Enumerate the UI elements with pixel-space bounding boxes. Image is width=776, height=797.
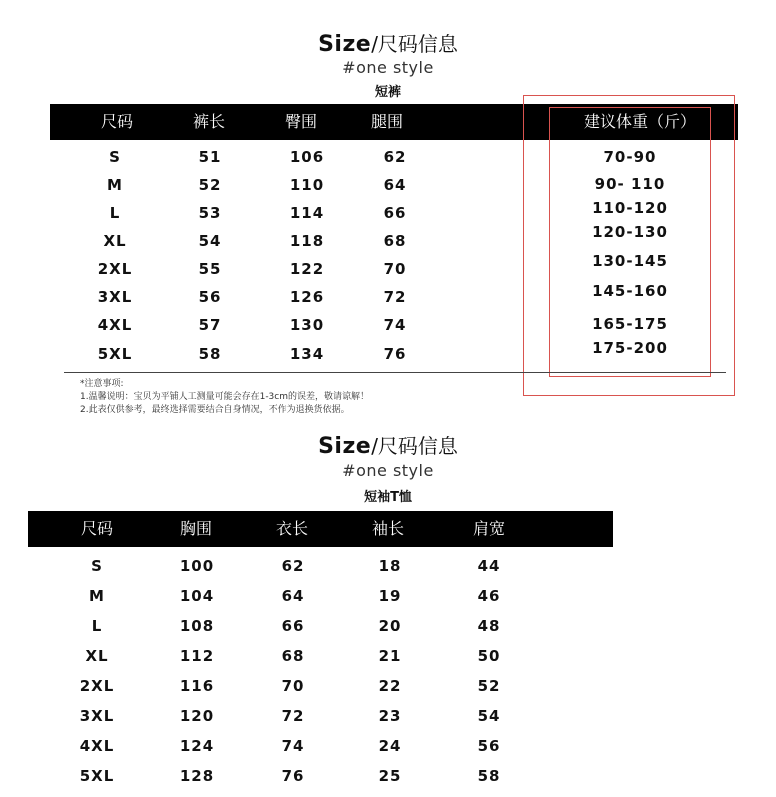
bottom-cell-chest: 104 [179,587,215,605]
top-header-length: 裤长 [192,112,225,131]
top-cell-length: 57 [198,316,222,334]
bottom-cell-sleeve: 21 [378,647,402,665]
top-divider [64,372,726,373]
top-cell-weight: 120-130 [592,223,668,241]
bottom-cell-shoulder: 58 [477,767,501,785]
top-label: 短裤 [374,85,401,100]
bottom-cell-shoulder: 44 [477,557,501,575]
top-cell-size: 4XL [97,316,133,334]
notes [80,378,369,417]
bottom-title-cn: /尺码信息 [371,434,458,458]
top-header-hip: 臀围 [284,112,317,131]
top-cell-leg: 74 [383,316,407,334]
top-cell-weight: 165-175 [592,315,668,333]
bottom-cell-shoulder: 48 [477,617,501,635]
bottom-cell-shoulder: 46 [477,587,501,605]
top-cell-hip: 126 [289,288,325,306]
top-cell-length: 56 [198,288,222,306]
bottom-cell-chest: 112 [179,647,215,665]
top-subtitle: #one style [342,58,434,77]
bottom-header-length: 衣长 [275,519,308,538]
top-cell-leg: 66 [383,204,407,222]
bottom-cell-size: M [89,587,105,605]
bottom-cell-length: 66 [281,617,305,635]
top-header-size: 尺码 [100,112,133,131]
top-cell-hip: 130 [289,316,325,334]
top-cell-leg: 76 [383,345,407,363]
bottom-cell-length: 72 [281,707,305,725]
top-header-leg: 腿围 [370,112,403,131]
bottom-cell-chest: 120 [179,707,215,725]
note-line-2: 2.此表仅供参考，最终选择需要结合自身情况，不作为退换货依据。 [80,405,350,415]
top-cell-weight: 130-145 [592,252,668,270]
top-title [0,28,776,57]
bottom-header-shoulder: 肩宽 [472,519,505,538]
bottom-cell-sleeve: 25 [378,767,402,785]
bottom-cell-sleeve: 22 [378,677,402,695]
top-cell-size: M [107,176,123,194]
top-cell-length: 53 [198,204,222,222]
top-cell-hip: 106 [289,148,325,166]
bottom-cell-shoulder: 54 [477,707,501,725]
bottom-cell-sleeve: 19 [378,587,402,605]
bottom-cell-size: 3XL [79,707,115,725]
top-cell-size: L [109,204,121,222]
top-cell-weight: 145-160 [592,282,668,300]
bottom-cell-chest: 100 [179,557,215,575]
bottom-cell-chest: 108 [179,617,215,635]
top-title-cn: /尺码信息 [371,32,458,56]
bottom-title [0,430,776,459]
bottom-cell-size: 4XL [79,737,115,755]
bottom-cell-length: 62 [281,557,305,575]
top-header-weight: 建议体重（斤） [583,112,696,131]
bottom-subtitle: #one style [342,461,434,480]
top-cell-length: 58 [198,345,222,363]
top-cell-hip: 134 [289,345,325,363]
bottom-cell-chest: 128 [179,767,215,785]
bottom-cell-length: 68 [281,647,305,665]
top-cell-leg: 64 [383,176,407,194]
top-cell-size: S [109,148,121,166]
bottom-cell-shoulder: 56 [477,737,501,755]
bottom-cell-length: 74 [281,737,305,755]
top-cell-size: 2XL [97,260,133,278]
bottom-header-chest: 胸围 [179,519,212,538]
top-cell-weight: 90- 110 [594,175,666,193]
bottom-cell-chest: 124 [179,737,215,755]
top-cell-hip: 118 [289,232,325,250]
bottom-header-bar [28,511,613,547]
bottom-cell-size: 5XL [79,767,115,785]
bottom-cell-sleeve: 18 [378,557,402,575]
bottom-cell-length: 76 [281,767,305,785]
top-cell-size: XL [103,232,127,250]
top-title-en: Size [318,32,372,57]
top-cell-size: 3XL [97,288,133,306]
top-cell-hip: 110 [289,176,325,194]
bottom-cell-sleeve: 20 [378,617,402,635]
top-cell-weight: 70-90 [603,148,657,166]
bottom-cell-size: 2XL [79,677,115,695]
top-cell-weight: 110-120 [592,199,668,217]
top-cell-length: 54 [198,232,222,250]
top-cell-hip: 122 [289,260,325,278]
top-cell-size: 5XL [97,345,133,363]
note-heading: *注意事项: [80,379,124,389]
bottom-cell-shoulder: 50 [477,647,501,665]
top-cell-length: 51 [198,148,222,166]
top-cell-length: 52 [198,176,222,194]
bottom-cell-length: 70 [281,677,305,695]
bottom-cell-length: 64 [281,587,305,605]
bottom-header-size: 尺码 [80,519,113,538]
bottom-cell-shoulder: 52 [477,677,501,695]
bottom-cell-sleeve: 23 [378,707,402,725]
bottom-cell-size: L [91,617,103,635]
top-cell-hip: 114 [289,204,325,222]
bottom-cell-size: S [91,557,103,575]
bottom-cell-sleeve: 24 [378,737,402,755]
top-cell-weight: 175-200 [592,339,668,357]
bottom-title-en: Size [318,434,372,459]
top-cell-length: 55 [198,260,222,278]
bottom-cell-size: XL [85,647,109,665]
note-line-1: 1.温馨说明：宝贝为平铺人工测量可能会存在1-3cm的误差，敬请谅解！ [80,392,370,402]
top-cell-leg: 68 [383,232,407,250]
top-cell-leg: 72 [383,288,407,306]
top-cell-leg: 62 [383,148,407,166]
bottom-cell-chest: 116 [179,677,215,695]
bottom-header-sleeve: 袖长 [371,519,404,538]
bottom-label: 短袖T恤 [364,490,412,505]
top-cell-leg: 70 [383,260,407,278]
